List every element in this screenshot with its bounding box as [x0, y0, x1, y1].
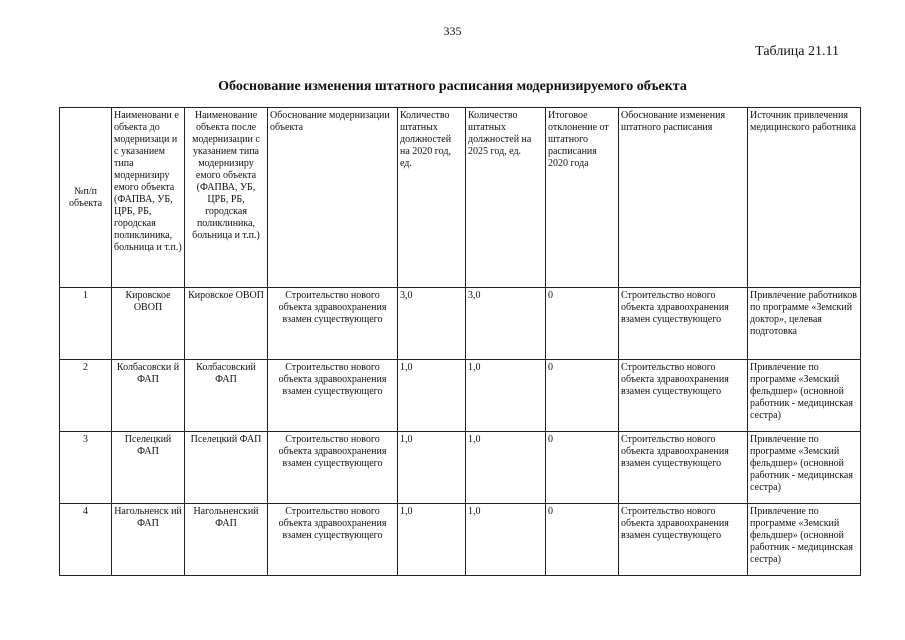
cell-staff-2025: 3,0 — [466, 288, 546, 360]
cell-source: Привлечение по программе «Земский фельдшер» (основной работник - медицинская сестра) — [748, 504, 861, 576]
header-justification: Обоснование модернизации объекта — [268, 108, 398, 288]
cell-before: Пселецкий ФАП — [112, 432, 185, 504]
cell-deviation: 0 — [546, 432, 619, 504]
table-row — [60, 504, 861, 576]
cell-staff-2020: 1,0 — [398, 504, 466, 576]
cell-num: 1 — [60, 288, 112, 360]
cell-source: Привлечение по программе «Земский фельдшер» (основной работник - медицинская сестра) — [748, 432, 861, 504]
cell-before: Кировское ОВОП — [112, 288, 185, 360]
header-deviation: Итоговое отклонение от штатного расписания 2020 года — [546, 108, 619, 288]
cell-change-reason: Строительство нового объекта здравоохранения взамен существующего — [619, 360, 748, 432]
cell-num: 2 — [60, 360, 112, 432]
cell-justification: Строительство нового объекта здравоохранения взамен существующего — [268, 504, 398, 576]
cell-change-reason: Строительство нового объекта здравоохранения взамен существующего — [619, 432, 748, 504]
cell-source: Привлечение работников по программе «Земский доктор», целевая подготовка — [748, 288, 861, 360]
header-staff-2020: Количество штатных должностей на 2020 год, ед. — [398, 108, 466, 288]
staffing-table — [59, 107, 861, 576]
cell-staff-2025: 1,0 — [466, 360, 546, 432]
table-row — [60, 360, 861, 432]
cell-staff-2020: 1,0 — [398, 360, 466, 432]
document-title: Обоснование изменения штатного расписания модернизируемого объекта — [218, 79, 687, 94]
cell-justification: Строительство нового объекта здравоохранения взамен существующего — [268, 288, 398, 360]
cell-num: 4 — [60, 504, 112, 576]
cell-deviation: 0 — [546, 504, 619, 576]
table-label: Таблица 21.11 — [755, 44, 839, 59]
cell-staff-2020: 3,0 — [398, 288, 466, 360]
cell-num: 3 — [60, 432, 112, 504]
header-row — [60, 108, 861, 288]
page-number: 335 — [443, 24, 462, 38]
cell-after: Нагольненский ФАП — [185, 504, 268, 576]
cell-staff-2020: 1,0 — [398, 432, 466, 504]
cell-staff-2025: 1,0 — [466, 504, 546, 576]
cell-after: Колбасовский ФАП — [185, 360, 268, 432]
table-row — [60, 288, 861, 360]
header-source: Источник привлечения медицинского работника — [748, 108, 861, 288]
header-before: Наименовани е объекта до модернизаци и с указанием типа модернизиру емого объекта (ФАПВА, УБ, ЦРБ, РБ, городская поликлиника, больница и т.п.) — [112, 108, 185, 288]
cell-before: Колбасовски й ФАП — [112, 360, 185, 432]
cell-source: Привлечение по программе «Земский фельдшер» (основной работник - медицинская сестра) — [748, 360, 861, 432]
cell-deviation: 0 — [546, 288, 619, 360]
cell-change-reason: Строительство нового объекта здравоохранения взамен существующего — [619, 504, 748, 576]
header-after: Наименование объекта после модернизации с указанием типа модернизиру емого объекта (ФАПВА, УБ, ЦРБ, РБ, городская поликлиника, больница и т.п.) — [185, 108, 268, 288]
header-num: №п/п объекта — [60, 108, 112, 288]
table-row — [60, 432, 861, 504]
cell-deviation: 0 — [546, 360, 619, 432]
header-change-reason: Обоснование изменения штатного расписания — [619, 108, 748, 288]
cell-staff-2025: 1,0 — [466, 432, 546, 504]
cell-change-reason: Строительство нового объекта здравоохранения взамен существующего — [619, 288, 748, 360]
cell-after: Кировское ОВОП — [185, 288, 268, 360]
header-staff-2025: Количество штатных должностей на 2025 год, ед. — [466, 108, 546, 288]
cell-justification: Строительство нового объекта здравоохранения взамен существующего — [268, 360, 398, 432]
cell-justification: Строительство нового объекта здравоохранения взамен существующего — [268, 432, 398, 504]
cell-before: Нагольненск ий ФАП — [112, 504, 185, 576]
cell-after: Пселецкий ФАП — [185, 432, 268, 504]
